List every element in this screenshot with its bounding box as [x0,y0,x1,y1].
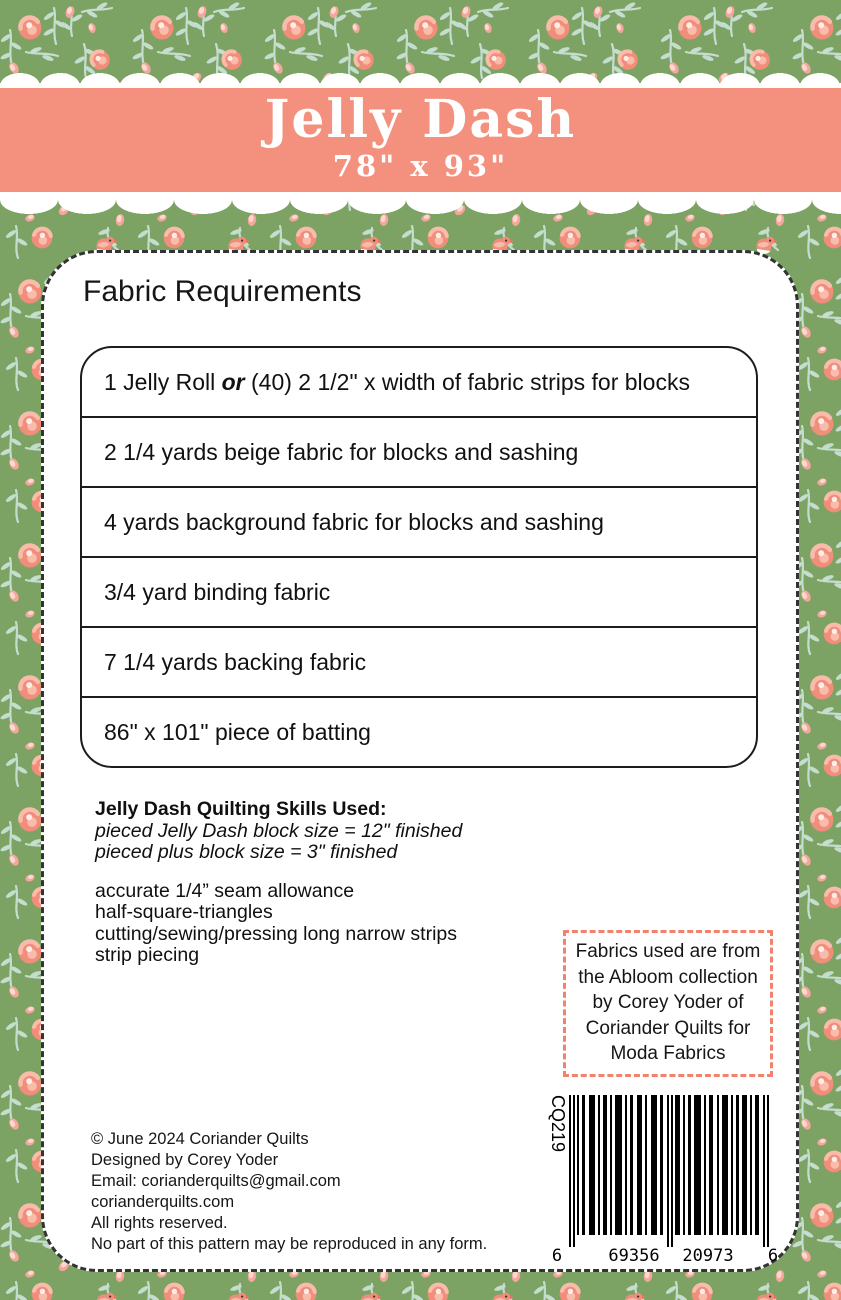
note-line: Coriander Quilts for [585,1017,751,1039]
barcode-digit-group: 69356 [608,1246,660,1266]
content-panel [41,250,799,1272]
copyright-line: Designed by Corey Yoder [91,1150,279,1169]
copyright-line: Email: corianderquilts@gmail.com [91,1171,341,1190]
scallop-edge-bottom [0,200,841,228]
table-row [82,486,756,556]
note-line: Fabrics used are from [575,941,761,962]
copyright-line: © June 2024 Coriander Quilts [91,1130,309,1148]
requirement-text: 86" x 101" piece of batting [104,718,371,745]
barcode-sku: CQ219 [548,1095,568,1153]
copyright-line: corianderquilts.com [91,1192,235,1211]
white-strip-bottom [0,192,841,200]
barcode-bars [569,1095,769,1247]
skills-italic-line: pieced plus block size = 3" finished [95,841,398,863]
requirement-text: 3/4 yard binding fabric [104,578,331,605]
quilting-skills-section [95,799,462,967]
table-row [82,696,756,766]
barcode [544,1091,784,1267]
requirement-text: 7 1/4 yards backing fabric [104,648,367,675]
table-row [82,348,756,416]
requirement-text: 4 yards background fabric for blocks and sashing [104,508,604,535]
requirement-text: 1 Jelly Roll [104,368,222,395]
skills-line: accurate 1/4” seam allowance [95,879,355,902]
spacer [95,864,462,881]
requirement-emphasis: or [221,368,245,395]
skills-italic-line: pieced Jelly Dash block size = 12" finished [95,819,463,842]
skills-line: half-square-triangles [95,901,273,923]
copyright-line: No part of this pattern may be reproduced in any form. [91,1234,488,1253]
table-row [82,556,756,626]
title-band [0,88,841,193]
page-title: Jelly Dash [264,89,577,150]
barcode-digit-group: 6 [551,1246,563,1266]
table-row [82,416,756,486]
skills-heading: Jelly Dash Quilting Skills Used: [95,798,387,820]
note-line: the Abloom collection [578,966,758,988]
fabric-requirements-table [80,346,758,768]
requirement-text: 2 1/4 yards beige fabric for blocks and sashing [104,438,579,465]
requirement-text: (40) 2 1/2" x width of fabric strips for blocks [244,368,690,395]
note-line: by Corey Yoder of [592,992,744,1013]
barcode-digit-group: 20973 [682,1246,734,1266]
table-row [82,626,756,696]
fabrics-note-box [563,930,773,1077]
skills-line: strip piecing [95,944,200,966]
copyright-line: All rights reserved. [91,1213,228,1232]
barcode-digit-group: 6 [767,1246,779,1266]
copyright-block [91,1129,487,1254]
note-line: Moda Fabrics [610,1043,726,1064]
skills-line: cutting/sewing/pressing long narrow strips [95,922,458,945]
quilt-dimensions: 78" x 93" [332,149,509,183]
fabric-requirements-heading: Fabric Requirements [83,275,362,308]
